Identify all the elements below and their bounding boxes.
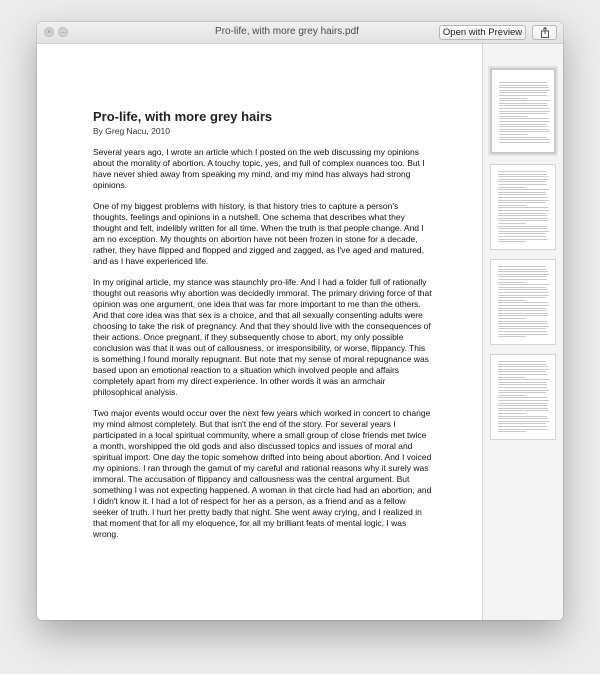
open-with-preview-button[interactable]: Open with Preview	[439, 25, 526, 40]
document-heading: Pro-life, with more grey hairs	[93, 109, 273, 124]
thumbnail-text-line	[498, 334, 548, 335]
paragraph: One of my biggest problems with history, is that history tries to capture a person's thoughts, feelings and opinions in a nutshell. One schema that describes what they thought and felt, indelibly written for all time. When the truth is that people change. And I am no exception. My thoughts on abortion have not been frozen in stone for a decade, rather, they have flipped and flopped and zigged and zagged, as I've aged and matured, and as I have experienced life.	[93, 201, 425, 266]
thumbnail-text-line	[499, 82, 547, 83]
title-bar	[37, 22, 563, 44]
thumbnail-text-line	[498, 305, 549, 306]
thumbnail-text-line	[498, 302, 548, 303]
thumbnail-text-line	[498, 213, 546, 214]
thumbnail-text-line	[499, 139, 549, 140]
thumbnail-text-line	[498, 408, 548, 409]
thumbnail-text-line	[499, 113, 547, 114]
thumbnail-text-line	[498, 315, 549, 316]
thumbnail-text-line	[499, 87, 549, 88]
thumbnail-text-line	[499, 124, 547, 125]
thumbnail-text-line	[498, 192, 546, 193]
document-view[interactable]	[37, 44, 483, 620]
thumbnail-text-line	[498, 276, 546, 277]
thumbnail-text-line	[498, 390, 549, 391]
thumbnail-text-line	[498, 223, 526, 224]
thumbnail-text-line	[498, 405, 547, 406]
paragraph: In my original article, my stance was staunchly pro-life. And I had a folder full of rationally thought out reasons why abortion was decidedly immoral. The primary driving force of that opinion was one argument, one idea that was far more important to me than the others. And that core idea was that sex is a choice, and that all sexually consenting adults were choosing to take the risk of pregnancy. And that they should live with the consequences of their actions. Once pregnant, if they subsequently chose to abort, my only possible conclusion was that it was out of callousness, or irresponsibility, or worse, flippancy. This is something I found morally repugnant. But note that my sense of moral repugnance was based upon an emotional reaction to a situation which involved people and affairs completely apart from my direct experience. In other words it was an armchair philosophical analysis.	[93, 277, 432, 397]
page-thumbnail-2[interactable]	[490, 164, 556, 250]
thumbnail-text-line	[498, 205, 526, 206]
thumbnail-text-line	[498, 395, 526, 396]
thumbnail-text-line	[498, 171, 546, 172]
thumbnail-text-line	[498, 369, 549, 370]
thumbnail-text-line	[498, 184, 547, 185]
thumbnail-text-line	[498, 292, 548, 293]
thumbnail-text-line	[498, 287, 546, 288]
thumbnail-text-line	[498, 323, 548, 324]
thumbnail-text-line	[499, 111, 550, 112]
thumbnail-text-line	[498, 374, 547, 375]
thumbnail-text-line	[498, 233, 546, 234]
thumbnail-text-line	[498, 295, 549, 296]
thumbnail-text-line	[498, 308, 546, 309]
thumbnail-text-line	[499, 126, 548, 127]
thumbnail-text-line	[498, 218, 548, 219]
thumbnail-text-line	[498, 284, 549, 285]
thumbnail-text-line	[498, 236, 547, 237]
thumbnail-text-line	[498, 331, 547, 332]
thumbnail-text-line	[499, 95, 548, 96]
thumbnail-text-line	[498, 231, 549, 232]
thumbnail-text-line	[498, 207, 548, 208]
thumbnail-text-line	[498, 181, 546, 182]
thumbnail-text-line	[498, 220, 549, 221]
paragraph: Several years ago, I wrote an article which I posted on the web discussing my opinions about the morality of abortion. A touchy topic, yes, and full of complex nuances too. But I have never shied away from speaking my mind, and my mind has always had strong opinions.	[93, 147, 425, 190]
minimize-icon[interactable]: –	[58, 27, 68, 37]
thumbnail-text-line	[498, 403, 546, 404]
thumbnail-text-line	[498, 382, 546, 383]
thumbnail-text-line	[498, 174, 547, 175]
thumbnail-text-line	[498, 271, 548, 272]
thumbnail-text-line	[499, 129, 549, 130]
thumbnail-text-line	[498, 228, 548, 229]
thumbnail-text-line	[498, 200, 549, 201]
thumbnail-text-line	[498, 387, 548, 388]
thumbnail-text-line	[499, 92, 547, 93]
thumbnail-text-line	[499, 108, 549, 109]
thumbnail-text-line	[499, 121, 550, 122]
thumbnail-text-line	[498, 361, 546, 362]
share-icon	[540, 27, 550, 38]
thumbnail-text-line	[498, 202, 546, 203]
thumbnail-text-line	[498, 377, 526, 378]
thumbnail-text-line	[498, 379, 549, 380]
thumbnail-text-line	[499, 85, 548, 86]
thumbnail-text-line	[498, 400, 549, 401]
thumbnail-text-line	[499, 116, 527, 117]
thumbnail-text-line	[498, 413, 526, 414]
thumbnail-text-line	[498, 421, 549, 422]
thumbnail-text-line	[498, 418, 548, 419]
thumbnail-text-line	[498, 426, 547, 427]
thumbnail-text-line	[498, 364, 547, 365]
thumbnail-text-line	[498, 239, 548, 240]
thumbnail-text-line	[499, 90, 550, 91]
thumbnail-text-line	[498, 336, 526, 337]
thumbnail-text-line	[498, 274, 549, 275]
thumbnail-text-line	[499, 105, 548, 106]
close-icon[interactable]: ×	[44, 27, 54, 37]
thumbnail-text-line	[498, 176, 548, 177]
share-button[interactable]	[532, 25, 557, 40]
thumbnail-text-line	[498, 210, 549, 211]
thumbnail-text-line	[498, 266, 546, 267]
thumbnail-text-line	[498, 318, 526, 319]
thumbnail-text-line	[498, 297, 546, 298]
thumbnail-text-line	[499, 142, 550, 143]
thumbnail-text-line	[498, 328, 546, 329]
document-page	[93, 109, 433, 550]
thumbnail-text-line	[498, 189, 549, 190]
thumbnail-text-line	[499, 131, 550, 132]
page-thumbnail-4[interactable]	[490, 354, 556, 440]
document-byline: By Greg Nacu, 2010	[93, 126, 171, 136]
thumbnail-text-line	[498, 392, 546, 393]
page-thumbnail-1[interactable]	[490, 68, 556, 154]
thumbnail-text-line	[498, 366, 548, 367]
thumbnail-text-line	[499, 98, 527, 99]
thumbnail-text-line	[498, 269, 547, 270]
thumbnail-text-line	[498, 300, 526, 301]
thumbnail-text-line	[499, 100, 550, 101]
paragraph: Two major events would occur over the next few years which worked in concert to change my mind almost completely. But that isn't the end of the story. For several years I participated in a local spiritual community, where a small group of close friends met twice a month, worshipped the old gods and also discussed topics and issues of moral and spiritual import. One day the topic somehow drifted into being about abortion. And I voiced my opinions. I ran through the gamut of my careful and rational reasons why it surely was immoral. The accusation of flippancy and callousness was the central argument. But something I was not expecting happened. A woman in that circle had had an abortion, and I didn't know it. I had a lot of respect for her as a person, as a friend and as a fellow seeker of truth. I hurt her pretty badly that night. She went away crying, and I realized in that moment that for all my eloquence, for all my brilliant feats of mental logic, I was wrong.	[93, 408, 432, 539]
thumbnail-text-line	[498, 197, 548, 198]
thumbnail-text-line	[499, 103, 547, 104]
thumbnail-text-line	[498, 431, 526, 432]
page-thumbnail-3[interactable]	[490, 259, 556, 345]
thumbnail-text-line	[498, 179, 549, 180]
thumbnail-text-line	[498, 282, 526, 283]
thumbnail-text-line	[498, 371, 546, 372]
thumbnail-text-line	[498, 326, 549, 327]
thumbnail-text-line	[498, 410, 549, 411]
thumbnail-text-line	[498, 397, 548, 398]
thumbnail-text-line	[499, 134, 527, 135]
thumbnail-text-line	[498, 215, 547, 216]
preview-window	[37, 22, 563, 620]
thumbnail-text-line	[498, 313, 548, 314]
thumbnail-sidebar	[483, 44, 563, 620]
thumbnail-text-line	[498, 226, 547, 227]
window-title: Pro-life, with more grey hairs.pdf	[215, 26, 359, 37]
thumbnail-text-line	[498, 416, 547, 417]
thumbnail-text-line	[498, 429, 548, 430]
thumbnail-text-line	[499, 118, 549, 119]
thumbnail-text-line	[498, 310, 547, 311]
thumbnail-text-line	[498, 321, 547, 322]
thumbnail-text-line	[498, 279, 547, 280]
thumbnail-text-line	[498, 384, 547, 385]
thumbnail-text-line	[498, 241, 526, 242]
thumbnail-text-line	[498, 289, 547, 290]
thumbnail-text-line	[499, 137, 548, 138]
thumbnail-text-line	[498, 194, 547, 195]
thumbnail-text-line	[498, 187, 526, 188]
thumbnail-text-line	[498, 423, 546, 424]
